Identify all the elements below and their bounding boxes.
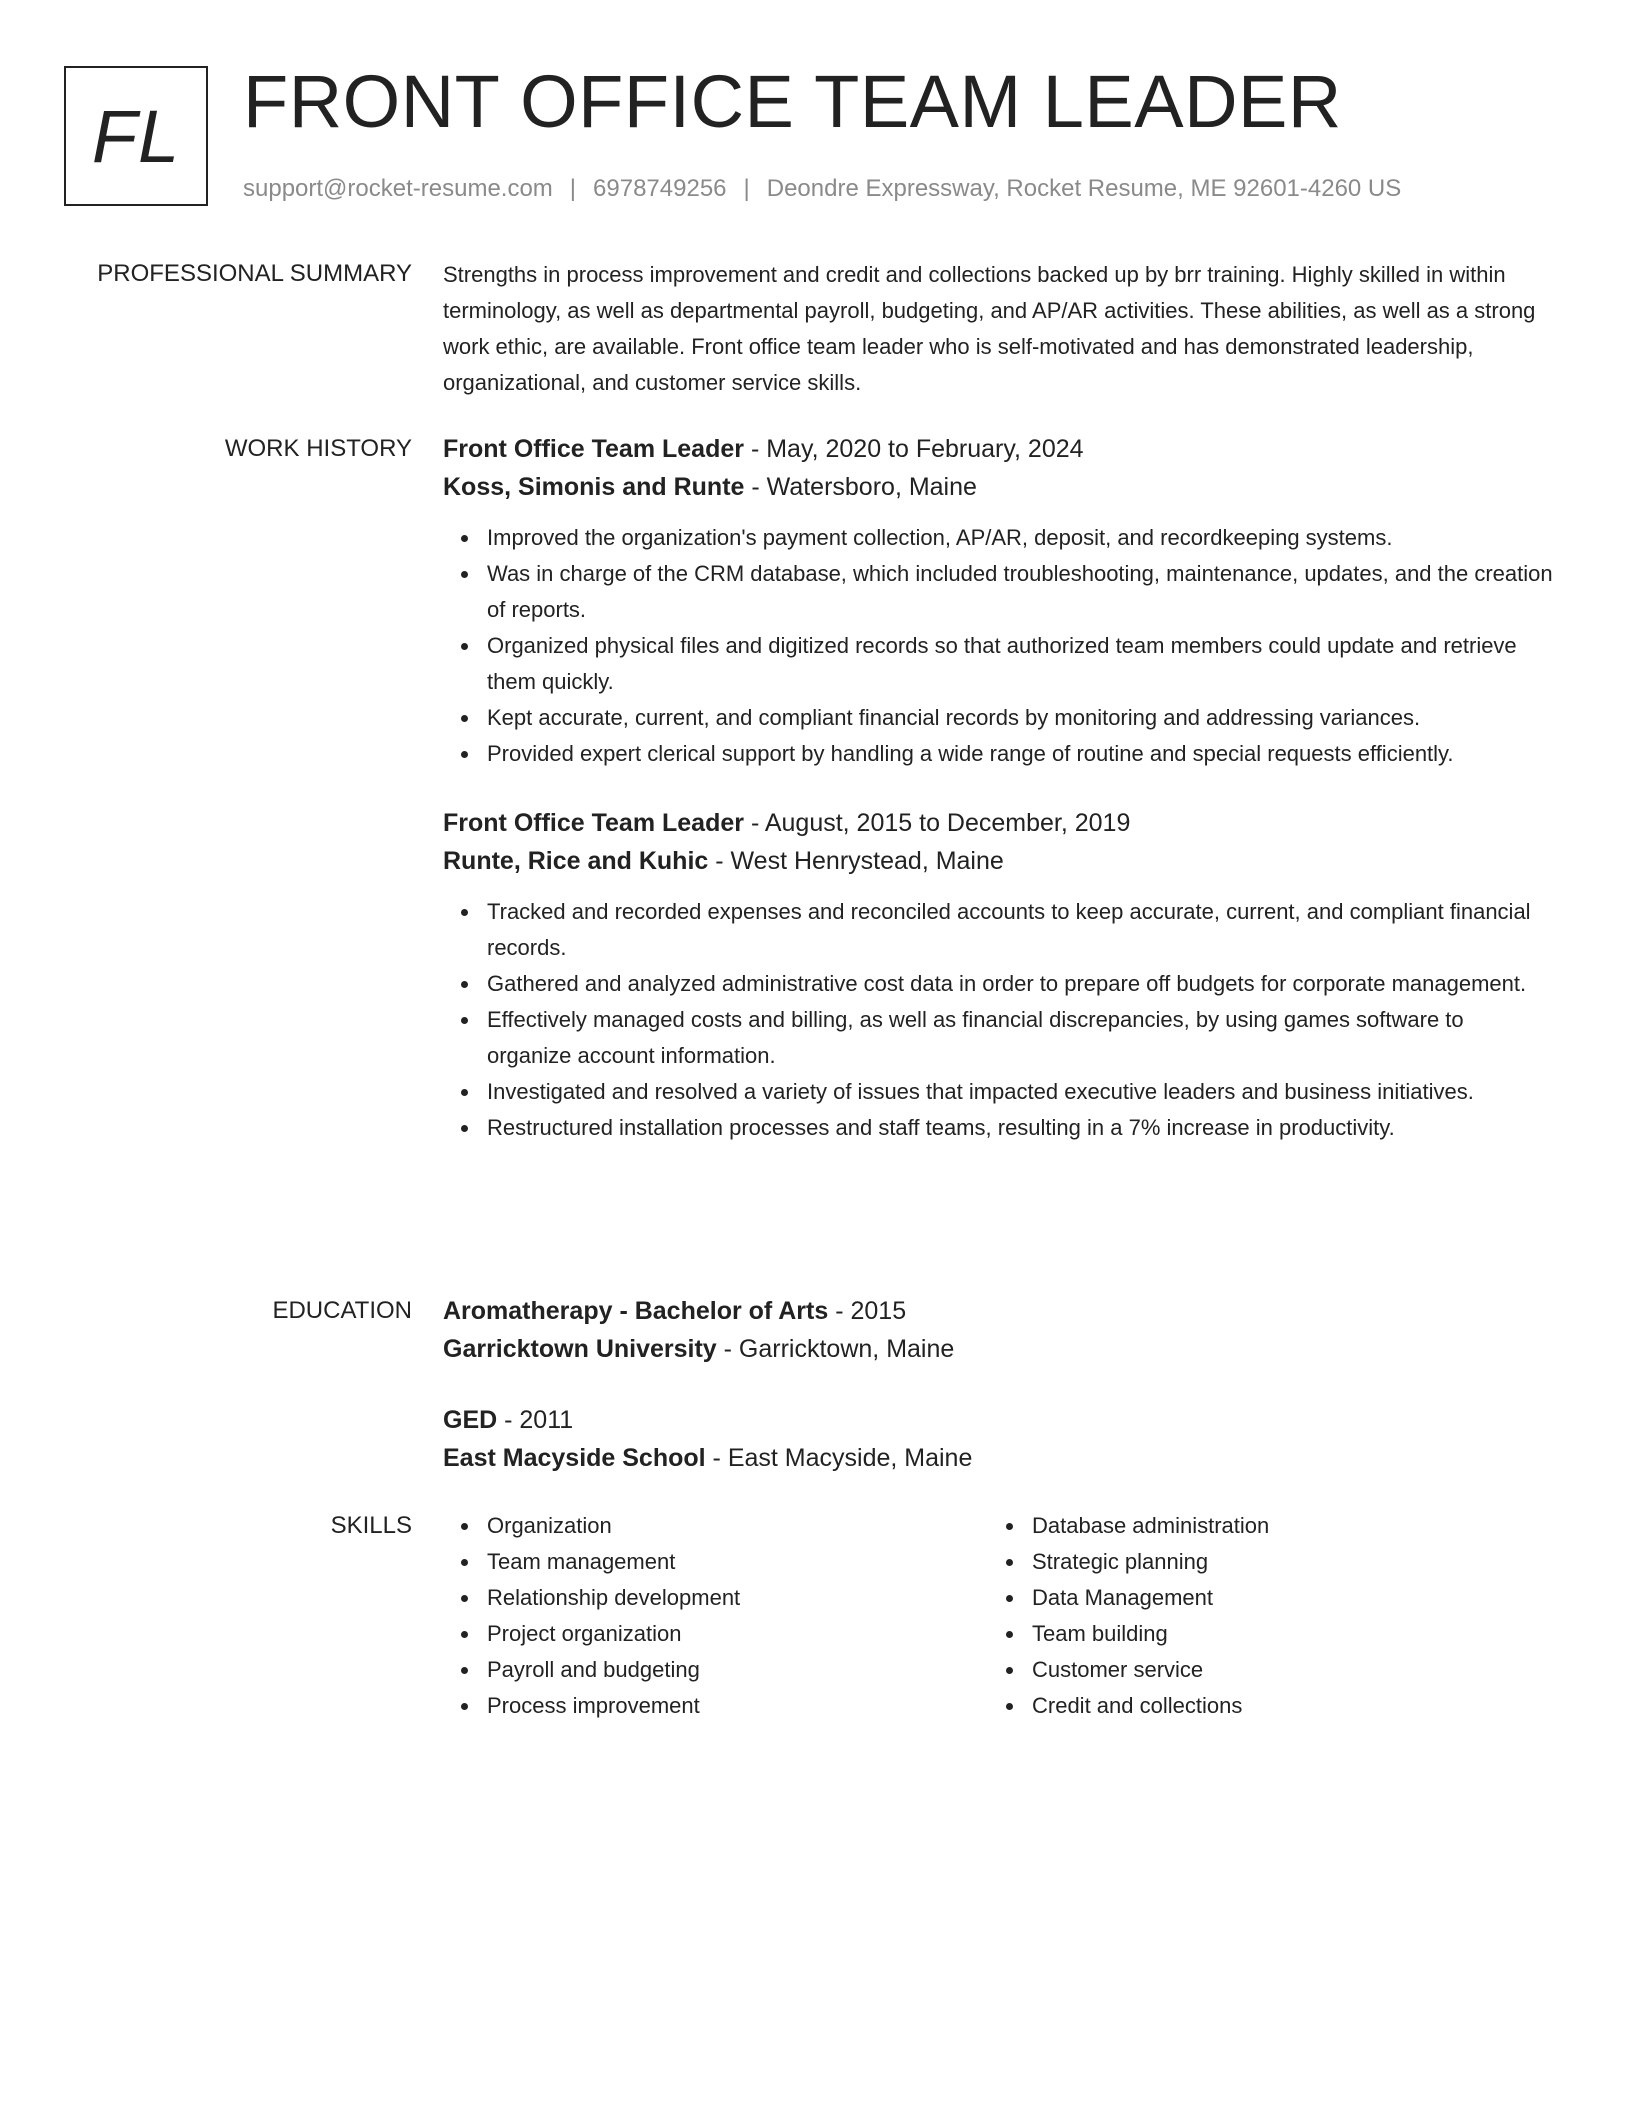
education-school-line bbox=[443, 1330, 1553, 1368]
resume-name: FRONT OFFICE TEAM LEADER bbox=[243, 60, 1342, 143]
education-year: - 2015 bbox=[828, 1297, 907, 1325]
job-bullet: Investigated and resolved a variety of issues that impacted executive leaders and business initiatives. bbox=[487, 1074, 1553, 1110]
education-degree-line bbox=[443, 1401, 1553, 1439]
skills-list bbox=[988, 1508, 1533, 1724]
work-history-heading: WORK HISTORY bbox=[224, 435, 412, 462]
skill-item: Team building bbox=[1032, 1616, 1533, 1652]
summary-body bbox=[443, 257, 1553, 401]
job-bullets bbox=[443, 894, 1553, 1146]
skills-columns bbox=[443, 1508, 1553, 1724]
summary-text: Strengths in process improvement and credit and collections backed up by brr training. Highly skilled in within terminology, as well as departmental payroll, budgeting, and AP/AR activities. These abilities, as well as a strong work ethic, are available. Front office team leader who is self-motivated and has demonstrated leadership, organizational, and customer service skills. bbox=[443, 262, 1536, 395]
skill-item: Database administration bbox=[1032, 1508, 1533, 1544]
skill-item: Relationship development bbox=[487, 1580, 988, 1616]
job-location: - West Henrystead, Maine bbox=[708, 847, 1004, 875]
job-bullet: Effectively managed costs and billing, as well as financial discrepancies, by using games software to organize account information. bbox=[487, 1002, 1553, 1074]
contact-phone: 6978749256 bbox=[593, 175, 727, 202]
job-company: Koss, Simonis and Runte bbox=[443, 473, 745, 501]
skill-item: Credit and collections bbox=[1032, 1688, 1533, 1724]
summary-heading: PROFESSIONAL SUMMARY bbox=[97, 260, 412, 287]
education-degree-line bbox=[443, 1292, 1553, 1330]
job-bullet: Organized physical files and digitized records so that authorized team members could update and retrieve them quickly. bbox=[487, 628, 1553, 700]
skills-column-right bbox=[988, 1508, 1533, 1724]
job-dates: - August, 2015 to December, 2019 bbox=[744, 809, 1131, 837]
job-entry bbox=[443, 430, 1553, 772]
contact-separator: | bbox=[743, 175, 750, 202]
job-bullet: Improved the organization's payment collection, AP/AR, deposit, and recordkeeping systems. bbox=[487, 520, 1553, 556]
monogram-initials: FL bbox=[91, 94, 181, 178]
education-body bbox=[443, 1292, 1553, 1477]
job-company-line bbox=[443, 842, 1553, 880]
job-bullet: Kept accurate, current, and compliant financial records by monitoring and addressing variances. bbox=[487, 700, 1553, 736]
skill-item: Process improvement bbox=[487, 1688, 988, 1724]
job-bullet: Was in charge of the CRM database, which included troubleshooting, maintenance, updates, and the creation of reports. bbox=[487, 556, 1553, 628]
job-company-line bbox=[443, 468, 1553, 506]
monogram-badge bbox=[64, 66, 208, 206]
job-bullet: Gathered and analyzed administrative cost data in order to prepare off budgets for corporate management. bbox=[487, 966, 1553, 1002]
job-role: Front Office Team Leader bbox=[443, 809, 744, 837]
education-heading: EDUCATION bbox=[272, 1297, 412, 1324]
education-location: - East Macyside, Maine bbox=[705, 1444, 973, 1472]
skills-heading: SKILLS bbox=[330, 1512, 412, 1539]
contact-address: Deondre Expressway, Rocket Resume, ME 92601-4260 US bbox=[766, 175, 1402, 202]
education-degree: Aromatherapy - Bachelor of Arts bbox=[443, 1297, 829, 1325]
skills-list bbox=[443, 1508, 988, 1724]
skill-item: Strategic planning bbox=[1032, 1544, 1533, 1580]
skills-body bbox=[443, 1508, 1553, 1724]
job-bullet: Provided expert clerical support by handling a wide range of routine and special requests efficiently. bbox=[487, 736, 1553, 772]
job-title-line bbox=[443, 430, 1553, 468]
education-entry bbox=[443, 1292, 1553, 1368]
education-entry bbox=[443, 1401, 1553, 1477]
work-history-body bbox=[443, 430, 1553, 1146]
education-year: - 2011 bbox=[497, 1406, 574, 1434]
job-bullet: Restructured installation processes and staff teams, resulting in a 7% increase in productivity. bbox=[487, 1110, 1553, 1146]
job-location: - Watersboro, Maine bbox=[744, 473, 977, 501]
job-bullets bbox=[443, 520, 1553, 772]
education-degree: GED bbox=[443, 1406, 498, 1434]
contact-line bbox=[243, 173, 1401, 205]
skill-item: Project organization bbox=[487, 1616, 988, 1652]
education-school: Garricktown University bbox=[443, 1335, 717, 1363]
job-bullet: Tracked and recorded expenses and reconciled accounts to keep accurate, current, and compliant financial records. bbox=[487, 894, 1553, 966]
skill-item: Payroll and budgeting bbox=[487, 1652, 988, 1688]
skills-column-left bbox=[443, 1508, 988, 1724]
skill-item: Team management bbox=[487, 1544, 988, 1580]
skill-item: Organization bbox=[487, 1508, 988, 1544]
skill-item: Customer service bbox=[1032, 1652, 1533, 1688]
education-school-line bbox=[443, 1439, 1553, 1477]
job-dates: - May, 2020 to February, 2024 bbox=[744, 435, 1084, 463]
job-company: Runte, Rice and Kuhic bbox=[443, 847, 709, 875]
job-entry bbox=[443, 804, 1553, 1146]
contact-email: support@rocket-resume.com bbox=[243, 175, 553, 202]
contact-separator: | bbox=[569, 175, 577, 202]
education-location: - Garricktown, Maine bbox=[716, 1335, 955, 1363]
job-title-line bbox=[443, 804, 1553, 842]
skill-item: Data Management bbox=[1032, 1580, 1533, 1616]
education-school: East Macyside School bbox=[443, 1444, 706, 1472]
job-role: Front Office Team Leader bbox=[443, 435, 744, 463]
